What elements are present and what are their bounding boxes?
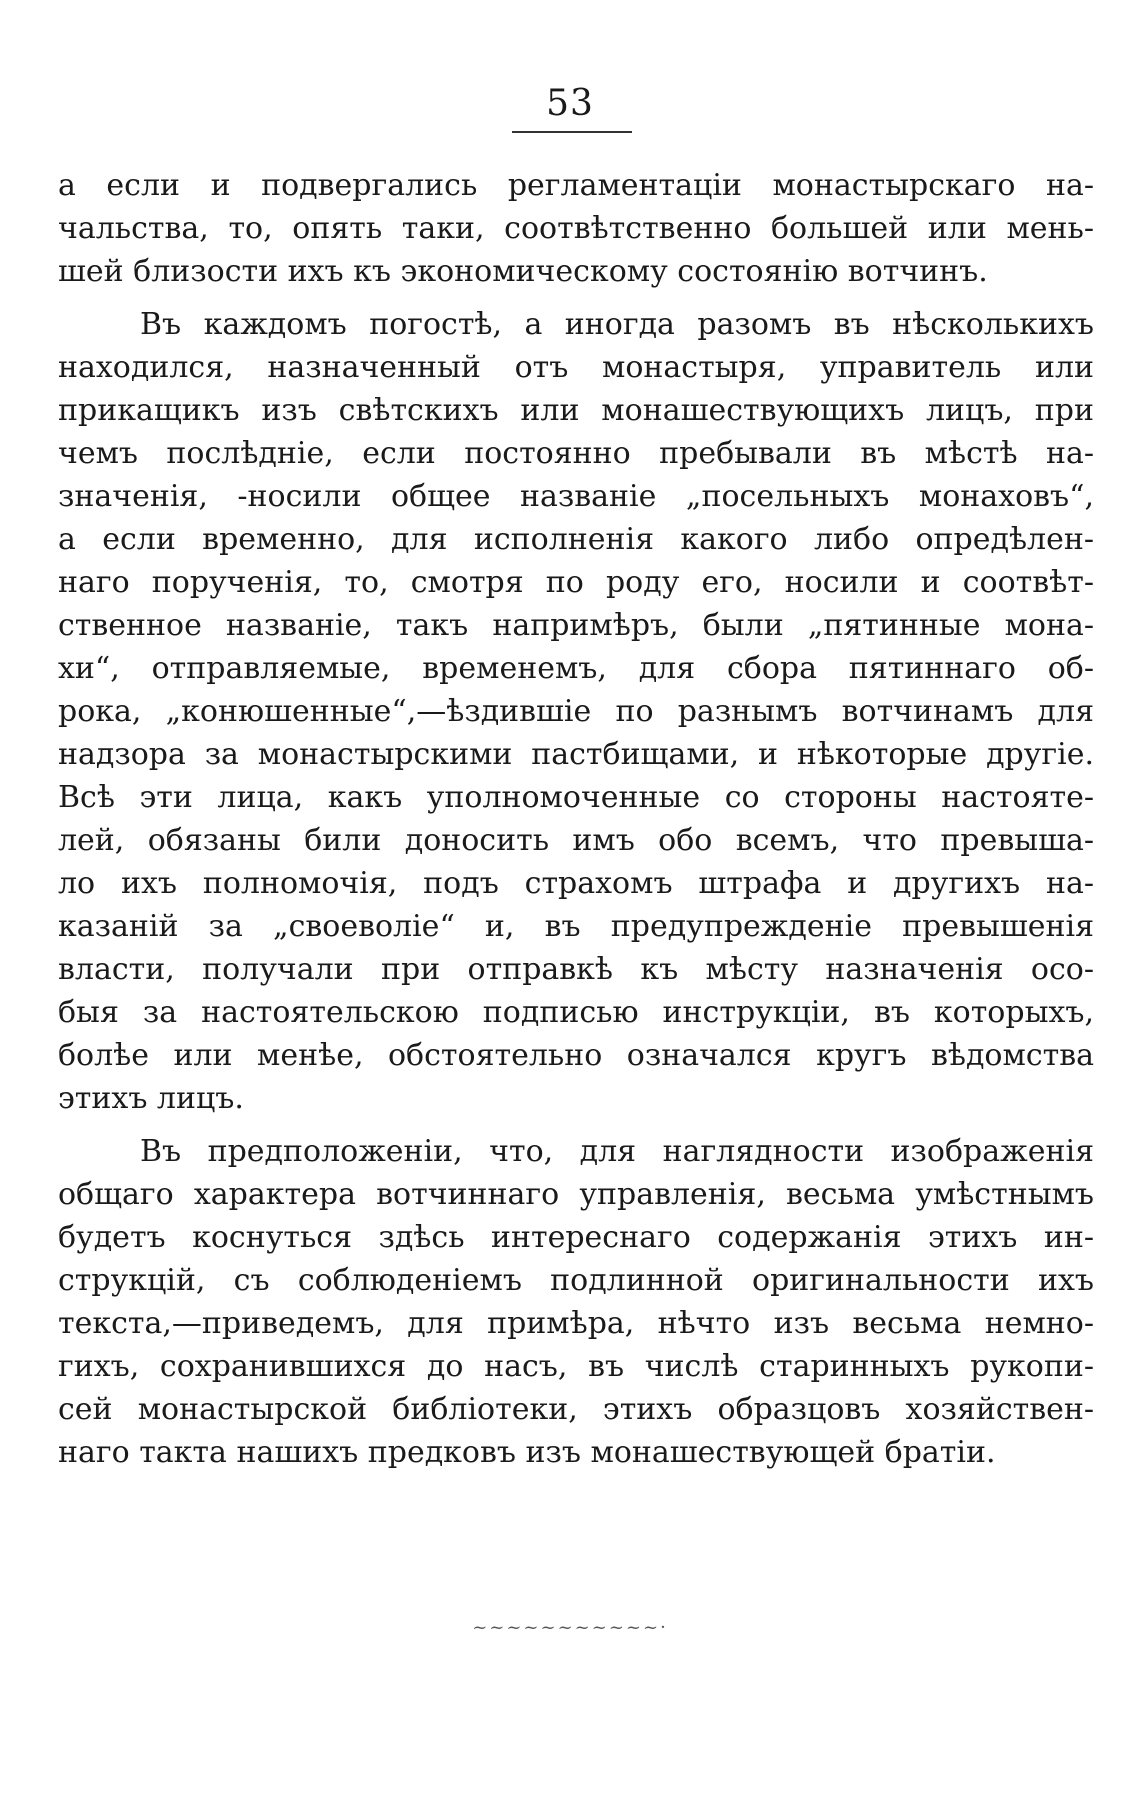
- paragraph-3: [58, 1130, 1094, 1474]
- body-text: [58, 164, 1094, 1474]
- text-line: быя за настоятельскою подписью инструкціи, въ которыхъ,: [58, 995, 1094, 1030]
- text-line: Въ предположеніи, что, для наглядности изображенія: [140, 1134, 1094, 1169]
- header-rule: [512, 131, 632, 133]
- text-line: казаній за „своеволіе“ и, въ предупрежденіе превышенія: [58, 909, 1094, 944]
- text-line: текста,—приведемъ, для примѣра, нѣчто изъ весьма немно-: [58, 1306, 1094, 1341]
- text-line: наго такта нашихъ предковъ изъ монашествующей братіи.: [58, 1435, 996, 1470]
- text-line: а если временно, для исполненія какого либо опредѣлен-: [58, 522, 1094, 557]
- text-line: находился, назначенный отъ монастыря, управитель или: [58, 350, 1094, 385]
- text-line: хи“, отправляемые, временемъ, для сбора пятиннаго об-: [58, 651, 1094, 686]
- text-line: значенія, -носили общее названіе „посельныхъ монаховъ“,: [58, 479, 1094, 514]
- page-number: 53: [546, 83, 594, 124]
- text-line: ло ихъ полномочія, подъ страхомъ штрафа и другихъ на-: [58, 866, 1094, 901]
- text-line: надзора за монастырскими пастбищами, и нѣкоторые другіе.: [58, 737, 1094, 772]
- text-line: будетъ коснуться здѣсь интереснаго содержанія этихъ ин-: [58, 1220, 1094, 1255]
- text-line: рока, „конюшенные“,—ѣздившіе по разнымъ вотчинамъ для: [58, 694, 1094, 729]
- text-line: струкцій, съ соблюденіемъ подлинной оригинальности ихъ: [58, 1263, 1094, 1298]
- end-ornament: ~~~~~~~~~~~·: [472, 1617, 668, 1638]
- text-line: чальства, то, опять таки, соотвѣтственно большей или мень-: [58, 211, 1094, 246]
- text-line: общаго характера вотчиннаго управленія, весьма умѣстнымъ: [58, 1177, 1094, 1212]
- text-line: а если и подвергались регламентаціи монастырскаго на-: [58, 168, 1094, 203]
- text-line: Всѣ эти лица, какъ уполномоченные со стороны настояте-: [58, 780, 1094, 815]
- text-line: чемъ послѣдніе, если постоянно пребывали въ мѣстѣ на-: [58, 436, 1094, 471]
- text-line: шей близости ихъ къ экономическому состоянію вотчинъ.: [58, 254, 988, 289]
- text-line: прикащикъ изъ свѣтскихъ или монашествующихъ лицъ, при: [58, 393, 1094, 428]
- text-line: власти, получали при отправкѣ къ мѣсту назначенія осо-: [58, 952, 1094, 987]
- text-line: ственное названіе, такъ напримѣръ, были „пятинные мона-: [58, 608, 1094, 643]
- paragraph-2: [58, 303, 1094, 1120]
- text-line: наго порученія, то, смотря по роду его, носили и соотвѣт-: [58, 565, 1094, 600]
- text-line: лей, обязаны били доносить имъ обо всемъ, что превыша-: [58, 823, 1094, 858]
- text-line: этихъ лицъ.: [58, 1081, 244, 1116]
- paragraph-1: [58, 164, 1094, 293]
- text-line: Въ каждомъ погостѣ, а иногда разомъ въ нѣсколькихъ: [140, 307, 1094, 342]
- text-line: болѣе или менѣе, обстоятельно означался кругъ вѣдомства: [58, 1038, 1094, 1073]
- text-line: гихъ, сохранившихся до насъ, въ числѣ старинныхъ рукопи-: [58, 1349, 1094, 1384]
- text-line: сей монастырской библіотеки, этихъ образцовъ хозяйствен-: [58, 1392, 1094, 1427]
